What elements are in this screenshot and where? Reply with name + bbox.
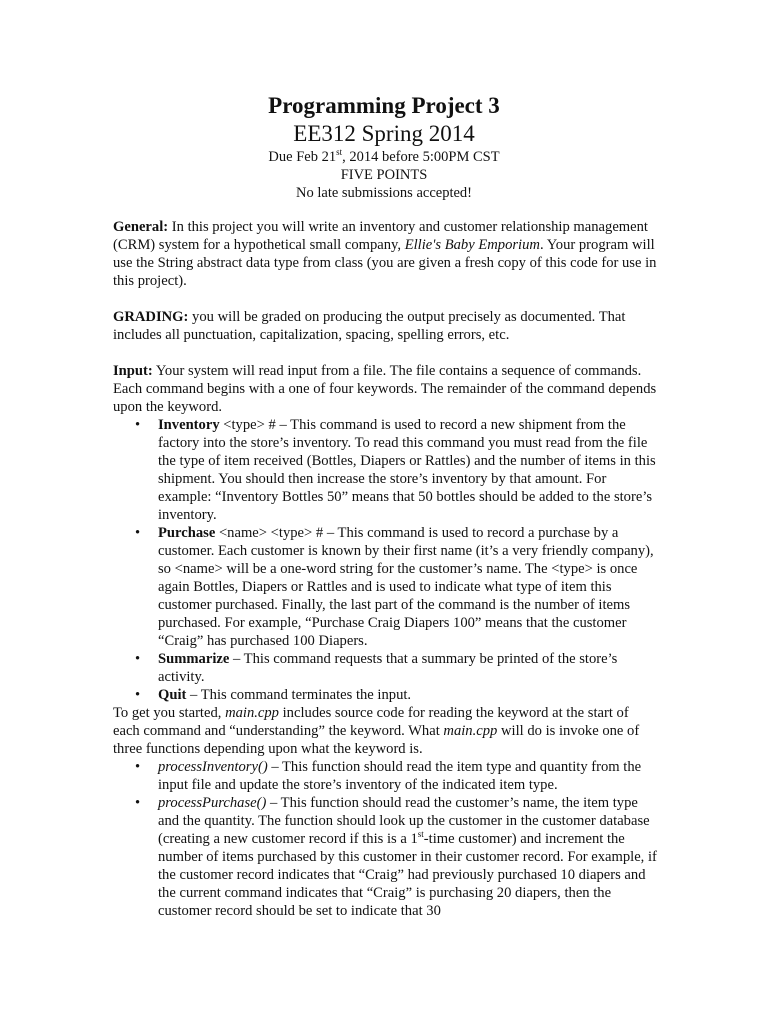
list-item: • Purchase <name> <type> # – This command is used to record a purchase by a customer. Each customer is known by their first name (it’s a very friendly company), so <name> will be a one-word string for the customer’s name. The <type> is once again Bottles, Diapers or Rattles and is used to indicate what type of item this customer purchased. Finally, the last part of the command is the number of items purchased. For example, “Purchase Craig Diapers 100” means that the customer “Craig” has purchased 100 Diapers. bbox=[135, 525, 654, 649]
list-item: • Quit – This command terminates the input. bbox=[135, 687, 412, 703]
bullet-icon: • bbox=[135, 687, 141, 703]
list-item: • processPurchase() – This function should read the customer’s name, the item type and the quantity. The function should look up the customer in the customer database (creating a new customer record if this is a 1st-time customer) and increment the number of items purchased by this customer in their customer record. For example, if the customer record indicates that “Craig” had previously purchased 10 diapers and the current command indicates that “Craig” is purchasing 20 diapers, then the customer record should be set to indicate that 30 bbox=[135, 795, 657, 919]
input-paragraph: Input: Your system will read input from a file. The file contains a sequence of commands. Each command begins with a one of four keywords. The remainder of the command depends upon the keyword. bbox=[113, 363, 657, 415]
started-paragraph: To get you started, main.cpp includes source code for reading the keyword at the start of each command and “understanding” the keyword. What main.cpp will do is invoke one of three functions depending upon what the keyword is. bbox=[113, 705, 640, 757]
list-item: • Summarize – This command requests that a summary be printed of the store’s activity. bbox=[135, 651, 618, 685]
command-list bbox=[113, 416, 658, 704]
general-paragraph: General: In this project you will write an inventory and customer relationship management (CRM) system for a hypothetical small company, Ellie's Baby Emporium. Your program will use the String abstract data type from class (you are given a fresh copy of this code for use in this project). bbox=[113, 219, 657, 289]
bullet-icon: • bbox=[135, 417, 141, 433]
grading-paragraph: GRADING: you will be graded on producing the output precisely as documented. That includes all punctuation, capitalization, spacing, spelling errors, etc. bbox=[113, 309, 626, 343]
points-line: FIVE POINTS bbox=[340, 167, 428, 183]
file-name: main.cpp bbox=[225, 705, 279, 721]
company-name: Ellie's Baby Emporium bbox=[404, 237, 540, 253]
bullet-icon: • bbox=[135, 525, 141, 541]
course-title: EE312 Spring 2014 bbox=[293, 121, 475, 146]
bullet-icon: • bbox=[135, 651, 141, 667]
file-name: main.cpp bbox=[443, 723, 498, 739]
list-item: • processInventory() – This function should read the item type and quantity from the input file and update the store’s inventory of the indicated item type. bbox=[135, 759, 642, 793]
function-list bbox=[113, 758, 658, 920]
due-date: Due Feb 21st, 2014 before 5:00PM CST bbox=[268, 147, 500, 165]
page-title: Programming Project 3 bbox=[268, 93, 500, 118]
general-label: General: bbox=[113, 219, 169, 235]
function-name: processInventory() bbox=[158, 759, 268, 775]
document-body bbox=[113, 218, 658, 920]
late-policy: No late submissions accepted! bbox=[296, 185, 472, 201]
document-header bbox=[0, 92, 768, 202]
bullet-icon: • bbox=[135, 759, 141, 775]
list-item: • Inventory <type> # – This command is used to record a new shipment from the factory into the store’s inventory. To read this command you must read from the file the type of item received (Bottles, Diapers or Rattles) and the number of items in this shipment. You should then increase the store’s inventory by that amount. For example: “Inventory Bottles 50” means that 50 bottles should be added to the store’s inventory. bbox=[135, 417, 656, 523]
grading-label: GRADING: bbox=[113, 309, 189, 325]
function-name: processPurchase() bbox=[158, 795, 267, 811]
bullet-icon: • bbox=[135, 795, 141, 811]
input-label: Input: bbox=[113, 363, 153, 379]
